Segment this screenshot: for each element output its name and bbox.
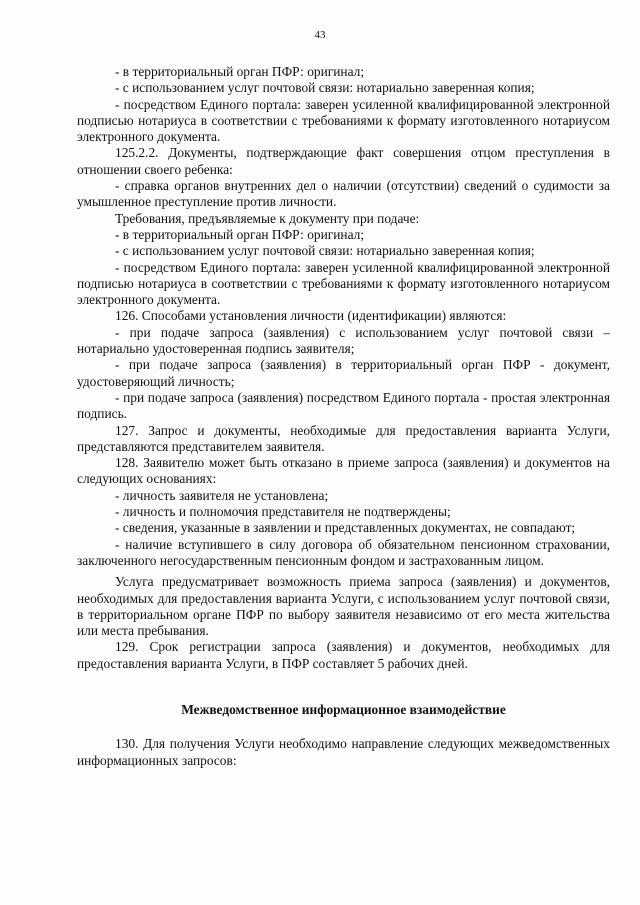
- paragraph: - с использованием услуг почтовой связи: нотариально заверенная копия;: [115, 80, 535, 96]
- paragraph: - в территориальный орган ПФР: оригинал;: [115, 226, 365, 242]
- paragraph: - посредством Единого портала: заверен усиленной квалифицированной электронной подписью нотариуса в соответствии с требованиями к формату изготовленного нотариусом электронного документа.: [77, 96, 610, 145]
- paragraph: - наличие вступившего в силу договора об обязательном пенсионном страховании, заключенного негосударственным пенсионным фондом и застрахованным лицом.: [77, 536, 610, 568]
- paragraph: - посредством Единого портала: заверен усиленной квалифицированной электронной подписью нотариуса в соответствии с требованиями к формату изготовленного нотариусом электронного документа.: [77, 259, 610, 308]
- paragraph: - личность и полномочия представителя не подтверждены;: [115, 504, 451, 520]
- paragraph: - при подаче запроса (заявления) в территориальный орган ПФР - документ, удостоверяющий личность;: [77, 357, 610, 389]
- section-heading: Межведомственное информационное взаимодействие: [181, 701, 506, 717]
- paragraph: Услуга предусматривает возможность приема запроса (заявления) и документов, необходимых для предоставления варианта Услуги, с использованием услуг почтовой связи, в территориальном органе ПФР по выбору заявителя независимо от его места жительства или места пребывания.: [77, 574, 610, 639]
- paragraph: 127. Запрос и документы, необходимые для предоставления варианта Услуги, представляются представителем заявителя.: [77, 422, 610, 454]
- paragraph: 129. Срок регистрации запроса (заявления) и документов, необходимых для предоставления варианта Услуги, в ПФР составляет 5 рабочих дней.: [77, 639, 610, 671]
- paragraph: 126. Способами установления личности (идентификации) являются:: [115, 308, 507, 324]
- paragraph: - личность заявителя не установлена;: [115, 487, 329, 503]
- paragraph: - при подаче запроса (заявления) посредством Единого портала - простая электронная подпись.: [77, 389, 610, 422]
- page-number: 43: [314, 29, 326, 41]
- document-body: [77, 64, 610, 769]
- paragraph: - справка органов внутренних дел о наличии (отсутствии) сведений о судимости за умышленное преступление против личности.: [77, 178, 610, 210]
- paragraph: - сведения, указанные в заявлении и представленных документах, не совпадают;: [115, 520, 576, 536]
- paragraph: 128. Заявителю может быть отказано в приеме запроса (заявления) и документов на следующих основаниях:: [77, 455, 610, 487]
- paragraph: - в территориальный орган ПФР: оригинал;: [115, 64, 365, 79]
- paragraph: 125.2.2. Документы, подтверждающие факт совершения отцом преступления в отношении своего ребенка:: [77, 145, 610, 177]
- paragraph: 130. Для получения Услуги необходимо направление следующих межведомственных информационных запросов:: [77, 736, 610, 768]
- paragraph: - с использованием услуг почтовой связи: нотариально заверенная копия;: [115, 243, 535, 259]
- paragraph: - при подаче запроса (заявления) с использованием услуг почтовой связи – нотариально удостоверенная подпись заявителя;: [77, 324, 610, 357]
- paragraph: Требования, предъявляемые к документу при подаче:: [115, 210, 420, 226]
